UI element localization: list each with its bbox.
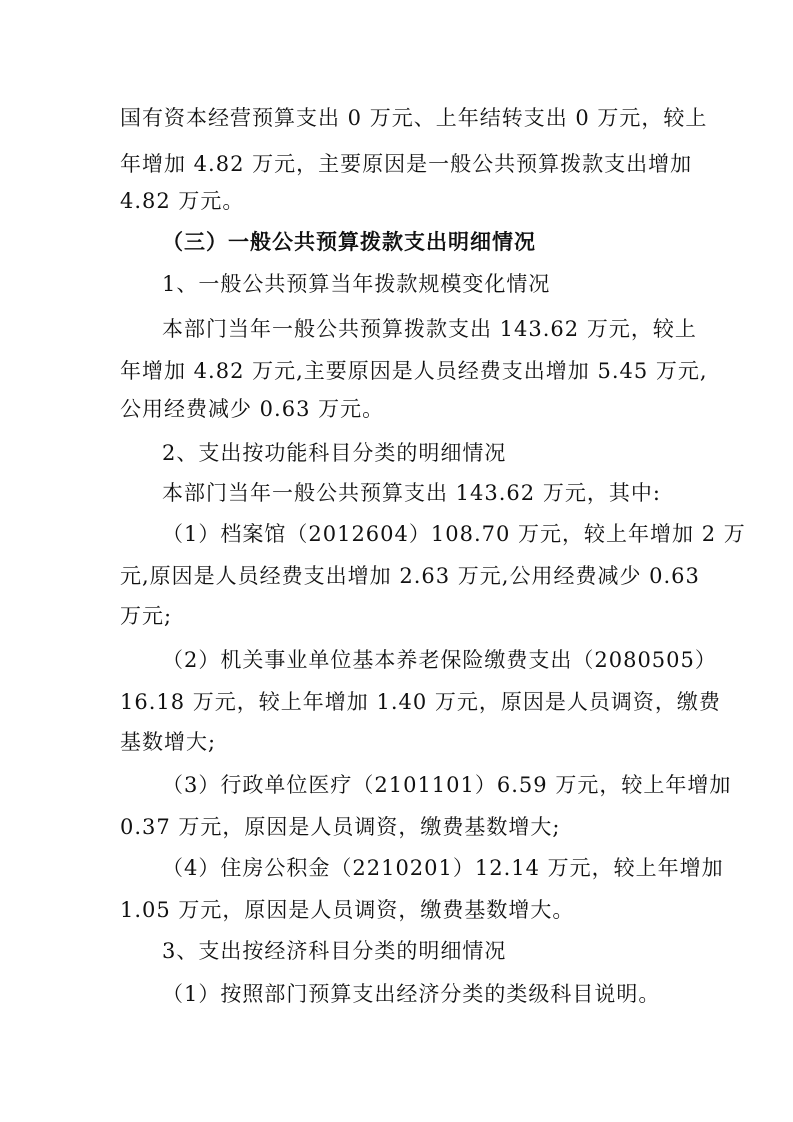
section-heading: （三）一般公共预算拨款支出明细情况: [162, 230, 536, 254]
subsection-heading: 1、一般公共预算当年拨款规模变化情况: [162, 272, 551, 296]
paragraph-line: 本部门当年一般公共预算支出 143.62 万元，其中:: [162, 481, 661, 505]
paragraph-line: 本部门当年一般公共预算拨款支出 143.62 万元，较上: [162, 317, 697, 341]
list-item-line: （1）档案馆（2012604）108.70 万元，较上年增加 2 万: [162, 522, 746, 546]
paragraph-line: 年增加 4.82 万元,主要原因是人员经费支出增加 5.45 万元,: [120, 359, 708, 383]
subsection-heading: 2、支出按功能科目分类的明细情况: [162, 441, 507, 465]
list-item-line: 万元;: [120, 604, 173, 628]
list-item-line: （4）住房公积金（2210201）12.14 万元，较上年增加: [162, 856, 724, 880]
list-item-line: （2）机关事业单位基本养老保险缴费支出（2080505）: [162, 648, 717, 672]
paragraph-line: 4.82 万元。: [120, 189, 245, 213]
list-item-line: 1.05 万元，原因是人员调资，缴费基数增大。: [120, 898, 575, 922]
list-item-line: 元,原因是人员经费支出增加 2.63 万元,公用经费减少 0.63: [120, 564, 700, 588]
paragraph-line: 年增加 4.82 万元，主要原因是一般公共预算拨款支出增加: [120, 152, 693, 176]
paragraph-line: 公用经费减少 0.63 万元。: [120, 397, 385, 421]
list-item-line: 16.18 万元，较上年增加 1.40 万元，原因是人员调资，缴费: [120, 690, 721, 714]
list-item-line: （3）行政单位医疗（2101101）6.59 万元，较上年增加: [162, 773, 732, 797]
paragraph-line: 国有资本经营预算支出 0 万元、上年结转支出 0 万元，较上: [120, 106, 708, 130]
list-item-line: 基数增大;: [120, 730, 217, 754]
subsection-heading: 3、支出按经济科目分类的明细情况: [162, 939, 507, 963]
list-item-line: 0.37 万元，原因是人员调资，缴费基数增大;: [120, 815, 561, 839]
list-item-line: （1）按照部门预算支出经济分类的类级科目说明。: [162, 982, 661, 1006]
